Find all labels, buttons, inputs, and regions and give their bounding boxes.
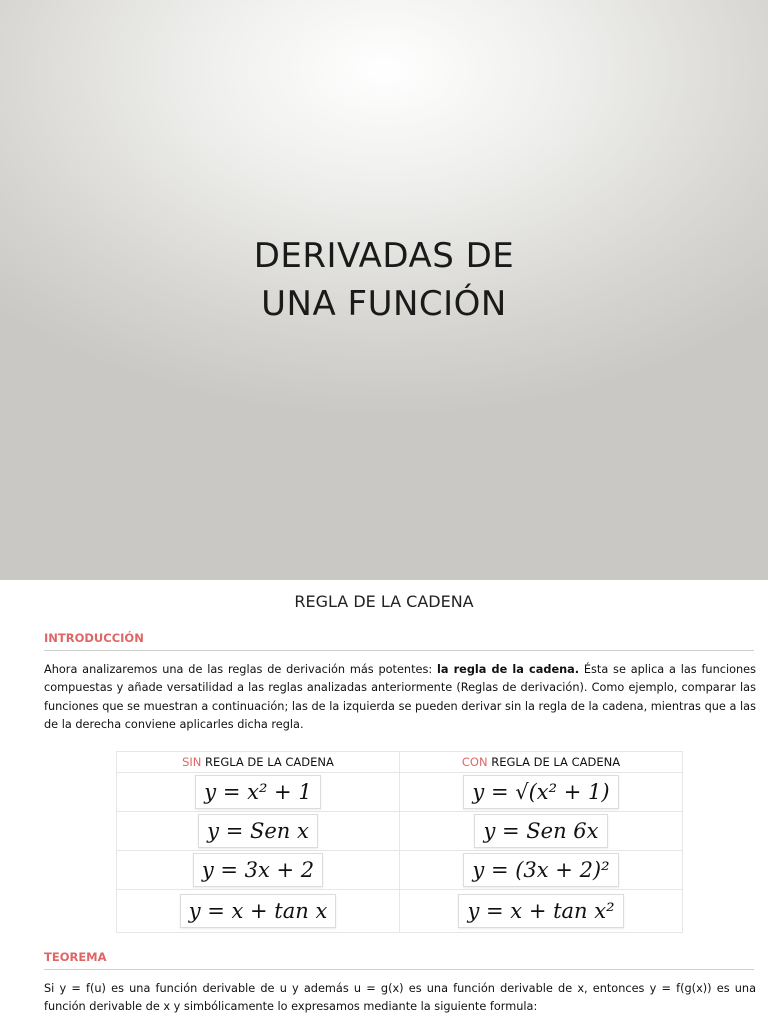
formula-cell-right — [400, 890, 683, 933]
page-title: REGLA DE LA CADENA — [294, 592, 474, 611]
formula-cell-right — [400, 773, 683, 812]
formula-cell-left — [117, 812, 400, 851]
formula-left-3: y = 3x + 2 — [193, 853, 323, 887]
intro-heading: INTRODUCCIÓN — [44, 631, 754, 651]
intro-paragraph — [44, 661, 756, 734]
formula-right-2: y = Sen 6x — [474, 814, 607, 848]
theorem-heading: TEOREMA — [44, 950, 754, 970]
theorem-paragraph: Si y = f(u) es una función derivable de u y además u = g(x) es una función derivable de x, entonces y = f(g(x)) es una función derivable de x y simbólicamente lo expresamos mediante la siguiente formula: — [44, 982, 756, 1014]
table-header-row — [117, 752, 683, 773]
table-row — [117, 812, 683, 851]
con-tag: CON — [461, 755, 488, 769]
sin-tag: SIN — [182, 755, 202, 769]
formula-cell-right — [400, 851, 683, 890]
table-row — [117, 890, 683, 933]
document-page — [0, 580, 768, 1024]
table-row — [117, 851, 683, 890]
formula-right-3: y = (3x + 2)² — [463, 853, 618, 887]
formula-right-4: y = x + tan x² — [458, 894, 623, 928]
formula-left-1: y = x² + 1 — [195, 775, 320, 809]
formula-cell-left — [117, 773, 400, 812]
formula-cell-left — [117, 890, 400, 933]
cover-title-line-1: DERIVADAS DE — [253, 236, 515, 276]
comparison-table — [116, 751, 683, 933]
intro-bold-term: la regla de la cadena. — [436, 663, 580, 676]
right-header-text: REGLA DE LA CADENA — [487, 755, 621, 769]
formula-left-2: y = Sen x — [198, 814, 318, 848]
formula-cell-right — [400, 812, 683, 851]
right-column-header — [400, 752, 683, 773]
intro-text-end: Ésta se aplica a las funciones compuestas y añade versatilidad a las reglas analizadas anteriormente (Reglas de derivación). Como ejemplo, comparar las funciones que se muestran a continuación; las de la izquierda se pueden derivar sin la regla de la cadena, mientras que a las de la derecha conviene aplicarles dicha regla. — [44, 663, 757, 731]
formula-right-1: y = √(x² + 1) — [463, 775, 618, 809]
cover-title — [0, 232, 768, 328]
intro-text-start: Ahora analizaremos una de las reglas de derivación más potentes: — [44, 663, 437, 676]
table-row — [117, 773, 683, 812]
left-column-header — [117, 752, 400, 773]
formula-left-4: y = x + tan x — [180, 894, 337, 928]
cover-title-line-2: UNA FUNCIÓN — [261, 284, 507, 324]
left-header-text: REGLA DE LA CADENA — [201, 755, 334, 769]
formula-cell-left — [117, 851, 400, 890]
